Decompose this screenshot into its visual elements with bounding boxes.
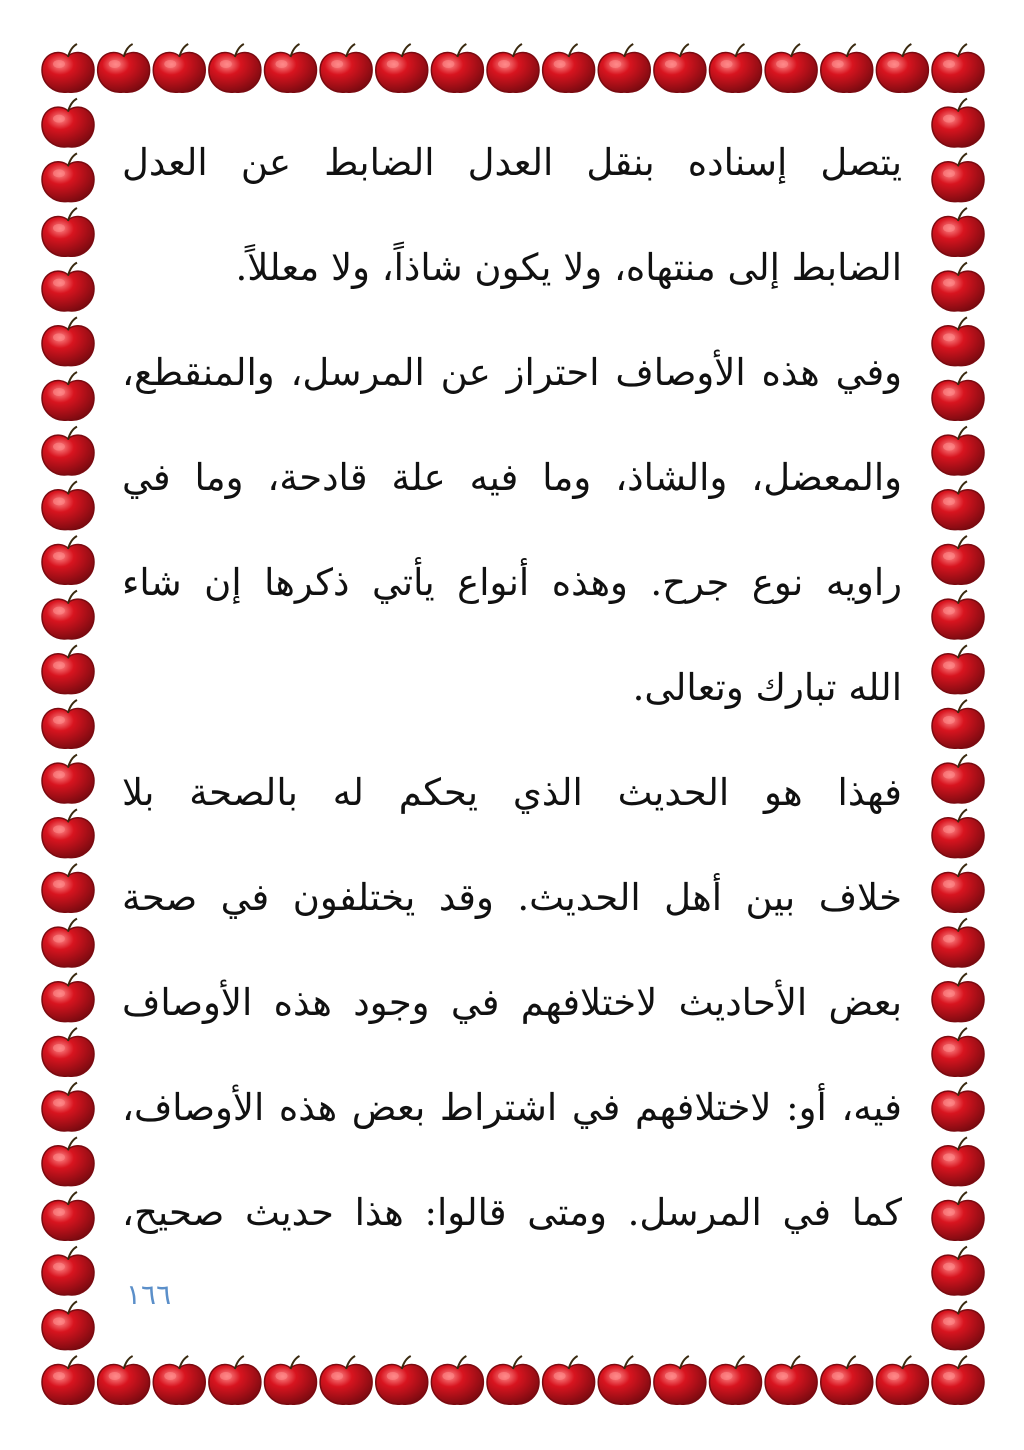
- apple-icon: [932, 208, 984, 256]
- apple-icon: [932, 973, 984, 1021]
- apple-icon: [42, 99, 94, 147]
- apple-icon: [932, 864, 984, 912]
- text-line: والمعضل، والشاذ، وما فيه علة قادحة، وما في: [122, 456, 902, 499]
- apple-icon: [598, 44, 650, 92]
- apple-icon: [932, 372, 984, 420]
- text-line: الله تبارك وتعالى.: [632, 666, 902, 709]
- apple-icon: [932, 1083, 984, 1131]
- apple-icon: [209, 1356, 261, 1404]
- text-line: الضابط إلى منتهاه، ولا يكون شاذاً، ولا معللاً.: [235, 246, 902, 289]
- apple-icon: [932, 1247, 984, 1295]
- paragraph-3: [122, 748, 902, 1273]
- apple-icon: [42, 591, 94, 639]
- apple-icon: [543, 1356, 595, 1404]
- apple-icon: [932, 1137, 984, 1185]
- apple-icon: [710, 44, 762, 92]
- apple-icon: [42, 1192, 94, 1240]
- apple-icon: [932, 99, 984, 147]
- apple-icon: [42, 372, 94, 420]
- apple-icon: [654, 44, 706, 92]
- apple-icon: [932, 700, 984, 748]
- apple-icon: [765, 44, 817, 92]
- apple-icon: [42, 645, 94, 693]
- apple-icon: [42, 973, 94, 1021]
- apple-icon: [932, 645, 984, 693]
- apple-icon: [42, 1028, 94, 1076]
- apple-icon: [376, 1356, 428, 1404]
- apple-icon: [42, 864, 94, 912]
- page-number: ١٦٦: [126, 1278, 172, 1311]
- apple-icon: [42, 1301, 94, 1349]
- apple-icon: [431, 1356, 483, 1404]
- apple-icon: [98, 1356, 150, 1404]
- apple-icon: [932, 755, 984, 803]
- apple-icon: [932, 263, 984, 311]
- apple-icon: [932, 153, 984, 201]
- apple-icon: [42, 427, 94, 475]
- apple-icon: [431, 44, 483, 92]
- apple-icon: [710, 1356, 762, 1404]
- apple-icon: [821, 1356, 873, 1404]
- apple-icon: [543, 44, 595, 92]
- text-line: وفي هذه الأوصاف احتراز عن المرسل، والمنقطع،: [122, 351, 902, 394]
- apple-icon: [42, 208, 94, 256]
- apple-icon: [932, 317, 984, 365]
- body-text: [122, 118, 902, 1273]
- apple-icon: [932, 919, 984, 967]
- apple-icon: [598, 1356, 650, 1404]
- apple-icon: [153, 1356, 205, 1404]
- apple-icon: [42, 1083, 94, 1131]
- apple-icon: [654, 1356, 706, 1404]
- apple-icon: [765, 1356, 817, 1404]
- apple-icon: [42, 700, 94, 748]
- apple-icon: [42, 809, 94, 857]
- text-line: فيه، أو: لاختلافهم في اشتراط بعض هذه الأوصاف،: [122, 1086, 902, 1129]
- apple-icon: [876, 44, 928, 92]
- apple-icon: [42, 317, 94, 365]
- text-line: فهذا هو الحديث الذي يحكم له بالصحة بلا: [122, 771, 902, 814]
- apple-icon: [932, 536, 984, 584]
- apple-icon: [932, 1301, 984, 1349]
- text-line: بعض الأحاديث لاختلافهم في وجود هذه الأوصاف: [122, 981, 902, 1024]
- apple-icon: [876, 1356, 928, 1404]
- paragraph-2: [122, 328, 902, 748]
- text-line: يتصل إسناده بنقل العدل الضابط عن العدل: [122, 141, 902, 184]
- apple-icon: [265, 1356, 317, 1404]
- text-line: خلاف بين أهل الحديث. وقد يختلفون في صحة: [122, 876, 902, 919]
- apple-icon: [42, 919, 94, 967]
- apple-icon: [42, 44, 94, 92]
- apple-icon: [487, 44, 539, 92]
- apple-icon: [42, 1247, 94, 1295]
- paragraph-1: [122, 118, 902, 328]
- apple-icon: [209, 44, 261, 92]
- apple-icon: [42, 536, 94, 584]
- apple-icon: [932, 481, 984, 529]
- apple-icon: [487, 1356, 539, 1404]
- apple-icon: [320, 1356, 372, 1404]
- text-line: راويه نوع جرح. وهذه أنواع يأتي ذكرها إن شاء: [122, 561, 902, 604]
- apple-icon: [42, 481, 94, 529]
- apple-icon: [821, 44, 873, 92]
- text-line: كما في المرسل. ومتى قالوا: هذا حديث صحيح،: [122, 1191, 902, 1234]
- apple-icon: [42, 153, 94, 201]
- apple-icon: [42, 263, 94, 311]
- apple-icon: [932, 809, 984, 857]
- apple-icon: [932, 44, 984, 92]
- apple-icon: [932, 1356, 984, 1404]
- apple-icon: [320, 44, 372, 92]
- apple-icon: [932, 1192, 984, 1240]
- apple-icon: [932, 427, 984, 475]
- apple-icon: [376, 44, 428, 92]
- apple-icon: [42, 1137, 94, 1185]
- apple-icon: [932, 1028, 984, 1076]
- apple-icon: [42, 1356, 94, 1404]
- apple-icon: [265, 44, 317, 92]
- apple-icon: [42, 755, 94, 803]
- apple-icon: [98, 44, 150, 92]
- apple-icon: [932, 591, 984, 639]
- apple-icon: [153, 44, 205, 92]
